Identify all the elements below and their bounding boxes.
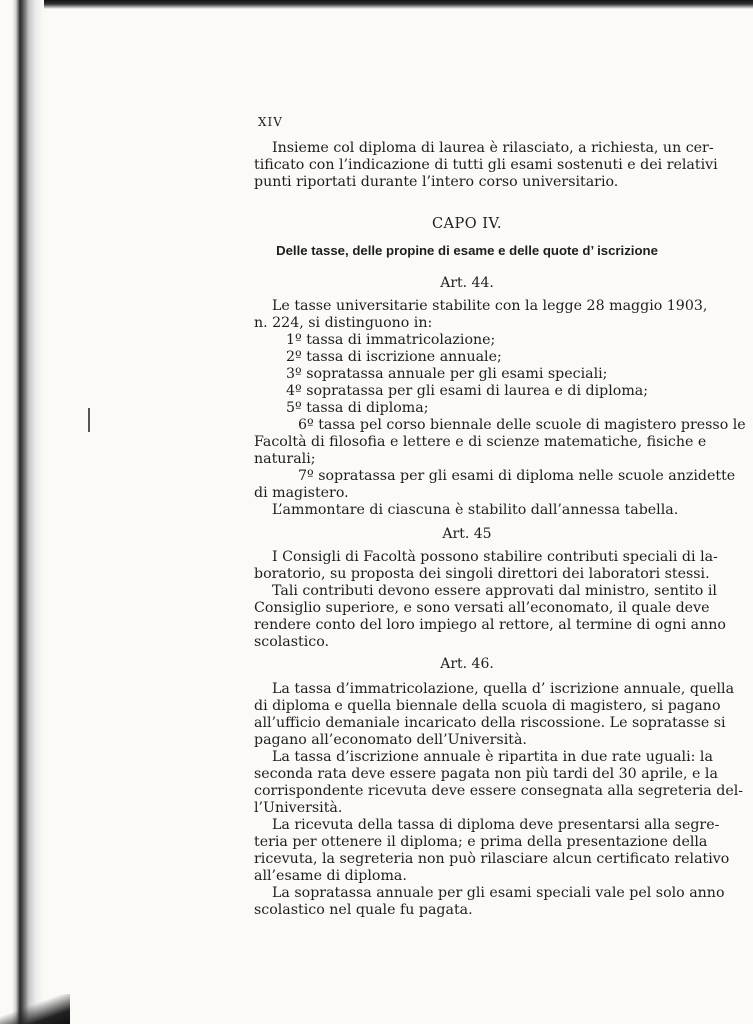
paragraph-line: teria per ottenere il diploma; e prima della presentazione della	[254, 834, 708, 850]
paragraph-line: ricevuta, la segreteria non può rilasciare alcun certificato relativo	[254, 851, 730, 867]
paragraph-line: corrispondente ricevuta deve essere consegnata alla segreteria del-	[254, 783, 744, 799]
scan-corner-shadow	[0, 994, 70, 1024]
paragraph-line: I Consigli di Facoltà possono stabilire contributi speciali di la-	[272, 549, 718, 565]
list-item: 7º sopratassa per gli esami di diploma nelle scuole anzidette	[298, 468, 736, 484]
paragraph-line: di diploma e quella biennale della scuola di magistero, si pagano	[254, 698, 721, 714]
list-item: 5º tassa di diploma;	[286, 400, 429, 416]
paragraph-line: Le tasse universitarie stabilite con la legge 28 maggio 1903,	[272, 298, 708, 314]
paragraph-line: scolastico.	[254, 634, 330, 650]
paragraph-line: La ricevuta della tassa di diploma deve presentarsi alla segre-	[272, 817, 720, 833]
list-item: 3º sopratassa annuale per gli esami speciali;	[286, 366, 608, 382]
margin-mark	[88, 408, 90, 432]
list-item-continued: Facoltà di filosofia e lettere e di scienze matematiche, fisiche e	[254, 434, 707, 450]
paragraph-line: seconda rata deve essere pagata non più tardi del 30 aprile, e la	[254, 766, 718, 782]
scan-binding-edge	[0, 0, 44, 1024]
intro-line: tificato con l’indicazione di tutti gli esami sostenuti e dei relativi	[254, 157, 718, 173]
intro-line: Insieme col diploma di laurea è rilasciato, a richiesta, un cer-	[272, 140, 714, 156]
list-item-continued: di magistero.	[254, 485, 349, 501]
intro-line: punti riportati durante l’intero corso universitario.	[254, 174, 619, 190]
paragraph-line: all’ufficio demaniale incaricato della riscossione. Le sopratasse si	[254, 715, 726, 731]
paragraph-line: scolastico nel quale fu pagata.	[254, 902, 473, 918]
list-item: 4º sopratassa per gli esami di laurea e di diploma;	[286, 383, 649, 399]
article-heading: Art. 46.	[440, 656, 494, 672]
list-item-continued: naturali;	[254, 451, 316, 467]
paragraph-line: La sopratassa annuale per gli esami speciali vale pel solo anno	[272, 885, 725, 901]
paragraph-line: L’ammontare di ciascuna è stabilito dall’annessa tabella.	[272, 502, 679, 518]
scan-top-edge	[0, 0, 753, 9]
chapter-title: CAPO IV.	[431, 216, 503, 232]
article-heading: Art. 45	[442, 526, 492, 542]
paragraph-line: pagano all’economato dell’Università.	[254, 732, 527, 748]
article-heading: Art. 44.	[440, 275, 494, 291]
paragraph-line: rendere conto del loro impiego al rettore, al termine di ogni anno	[254, 617, 726, 633]
paragraph-line: n. 224, si distinguono in:	[254, 315, 433, 331]
list-item: 6º tassa pel corso biennale delle scuole di magistero presso le	[298, 417, 746, 433]
list-item: 1º tassa di immatricolazione;	[286, 332, 496, 348]
paragraph-line: boratorio, su proposta dei singoli direttori dei laboratori stessi.	[254, 566, 710, 582]
list-item: 2º tassa di iscrizione annuale;	[286, 349, 502, 365]
paragraph-line: Consiglio superiore, e sono versati all’economato, il quale deve	[254, 600, 710, 616]
paragraph-line: all’esame di diploma.	[254, 868, 407, 884]
page-number: XIV	[258, 115, 283, 129]
paragraph-line: l’Università.	[254, 800, 343, 816]
chapter-subtitle: Delle tasse, delle propine di esame e delle quote d’ iscrizione	[276, 243, 658, 258]
paragraph-line: La tassa d’immatricolazione, quella d’ iscrizione annuale, quella	[272, 681, 735, 697]
paragraph-line: La tassa d’iscrizione annuale è ripartita in due rate uguali: la	[272, 749, 713, 765]
paragraph-line: Tali contributi devono essere approvati dal ministro, sentito il	[272, 583, 717, 599]
